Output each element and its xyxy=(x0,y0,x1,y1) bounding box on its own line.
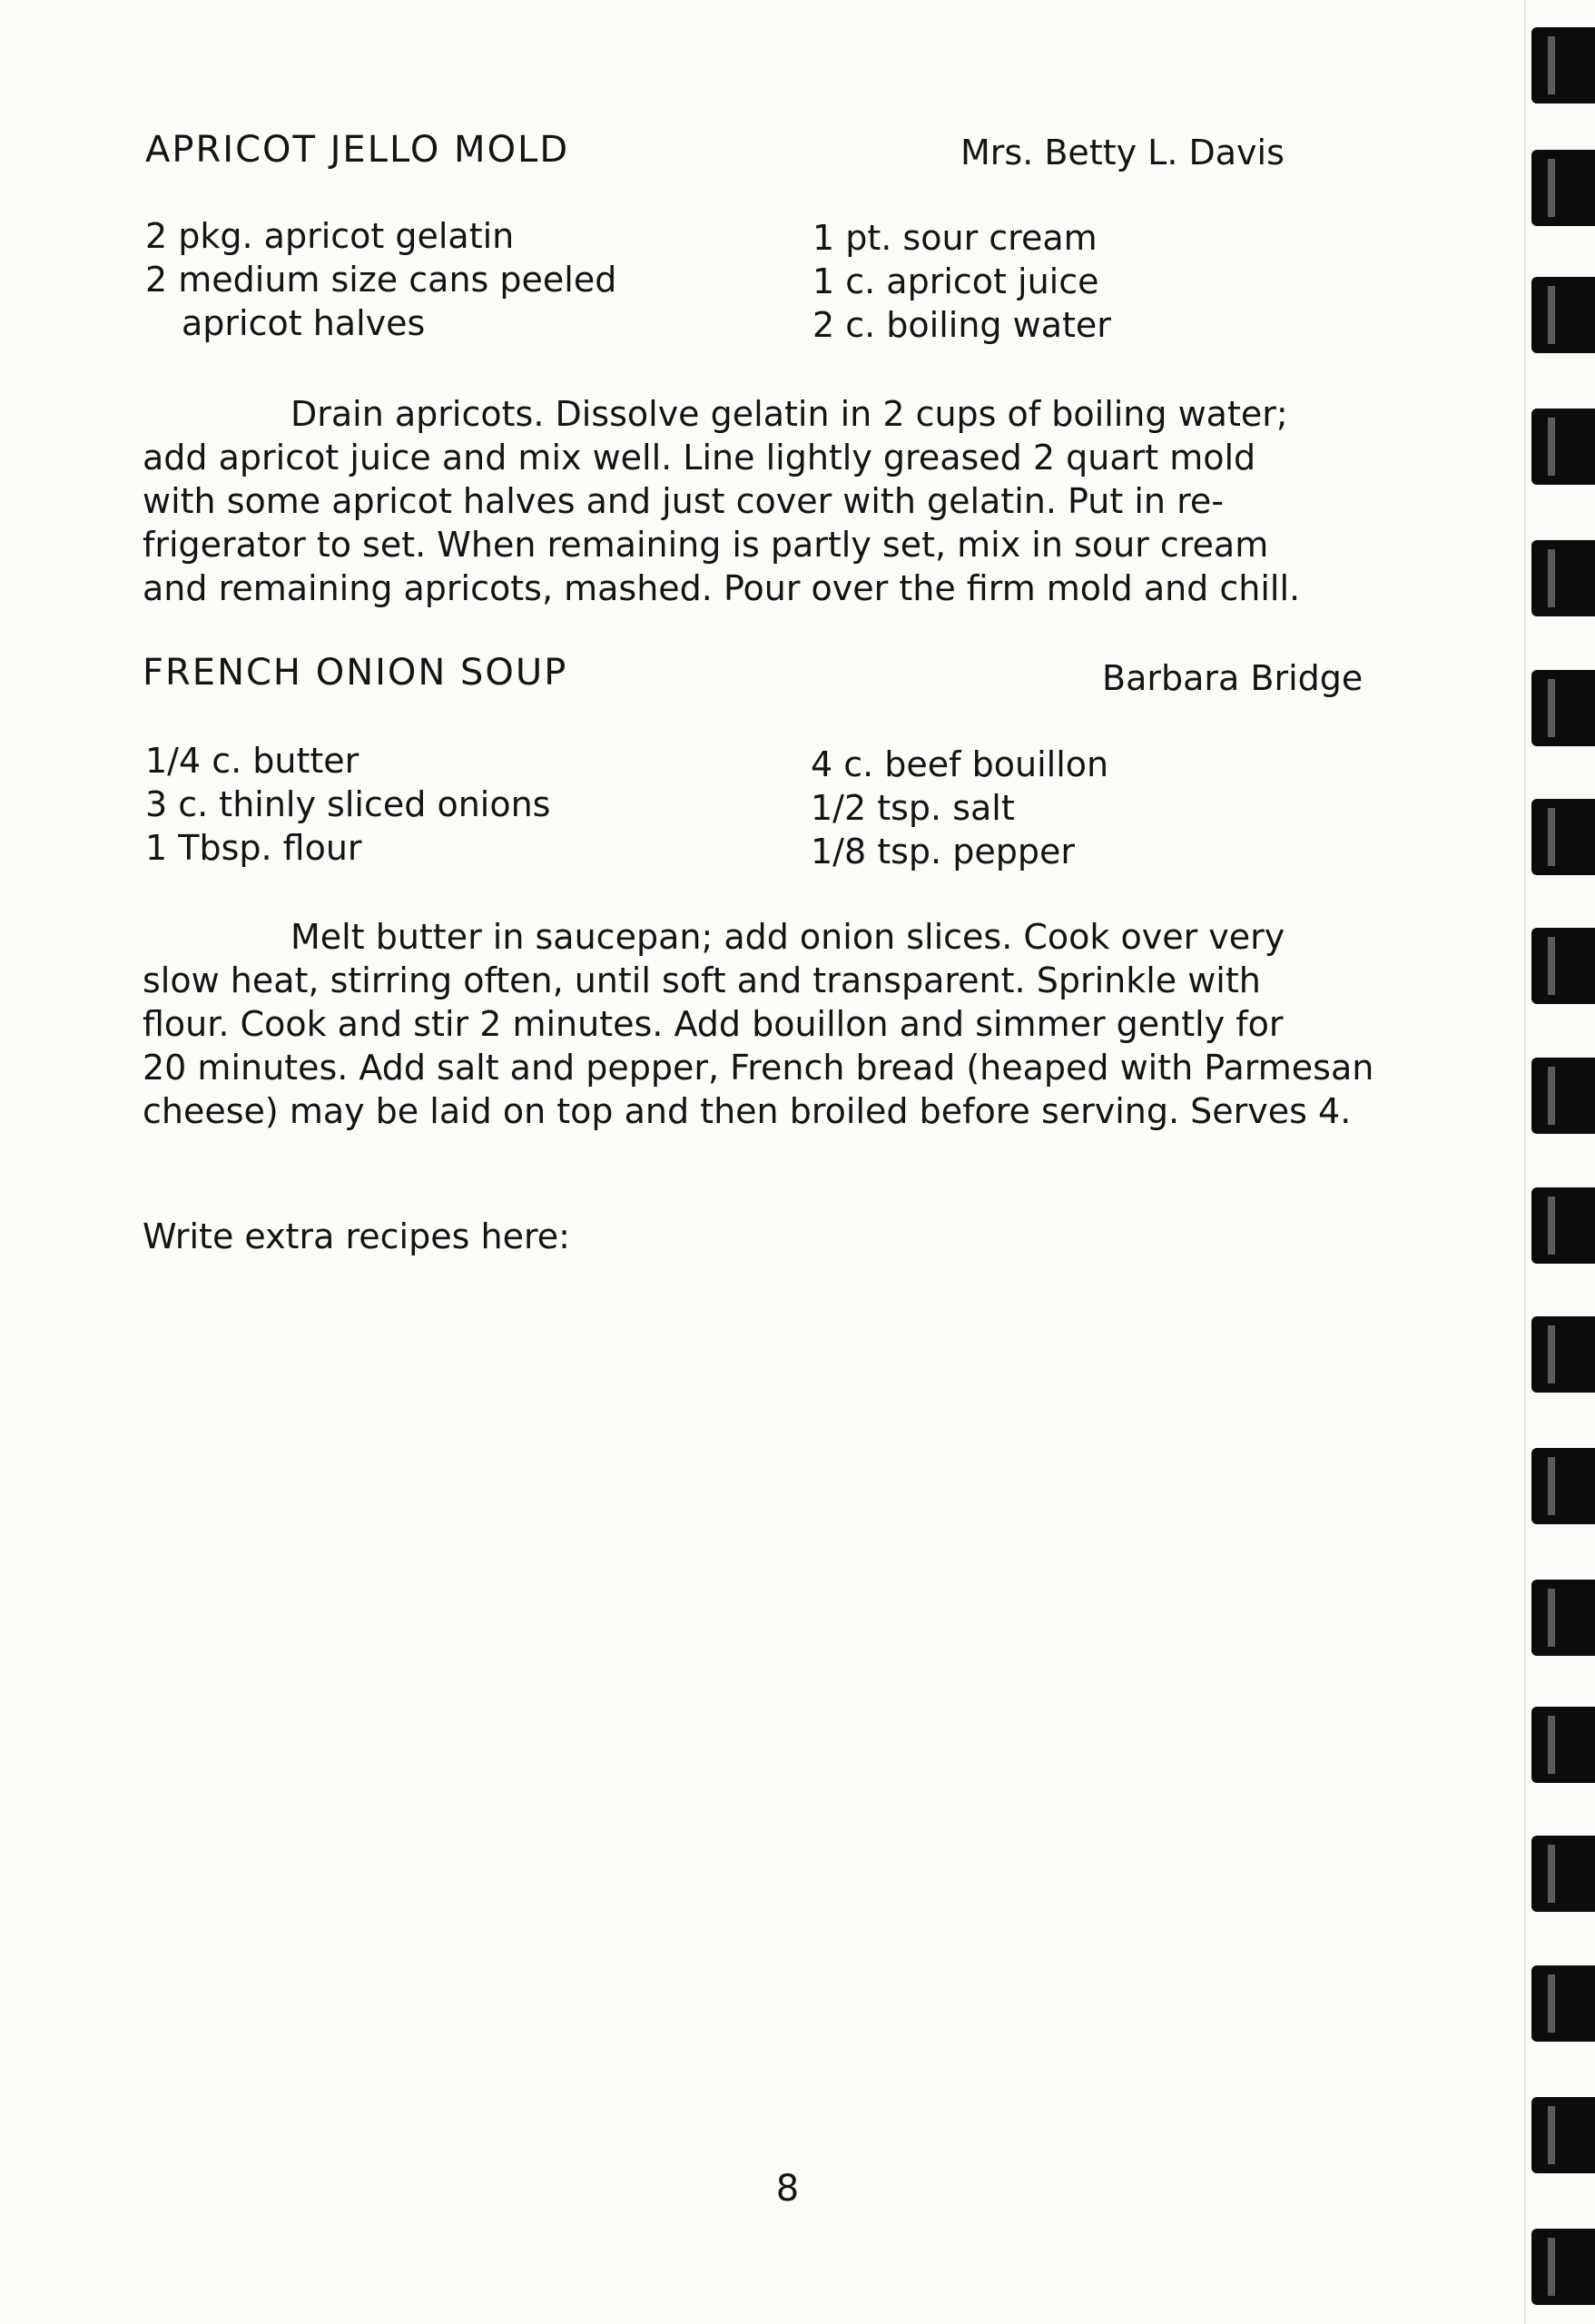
ingredient-line: 1 pt. sour cream xyxy=(812,218,1098,258)
direction-line: flour. Cook and stir 2 minutes. Add bouillon and simmer gently for xyxy=(143,1004,1284,1044)
direction-line: add apricot juice and mix well. Line lightly greased 2 quart mold xyxy=(143,438,1256,478)
ingredient-line: 1/4 c. butter xyxy=(145,741,359,781)
ingredients-right-apricot xyxy=(812,216,1111,347)
ingredient-line: apricot halves xyxy=(182,303,426,343)
direction-line: frigerator to set. When remaining is partly set, mix in sour cream xyxy=(143,525,1269,565)
spiral-binding xyxy=(1513,0,1595,2324)
binding-ring xyxy=(1531,1187,1595,1264)
binding-ring xyxy=(1531,799,1595,875)
ingredient-line: 1/8 tsp. pepper xyxy=(811,832,1075,872)
direction-line: and remaining apricots, mashed. Pour over the firm mold and chill. xyxy=(143,568,1301,608)
binding-ring xyxy=(1531,27,1595,103)
direction-line: Melt butter in saucepan; add onion slices. Cook over very xyxy=(290,917,1285,957)
ingredients-left-onion-soup xyxy=(145,739,550,870)
page-number: 8 xyxy=(775,2168,800,2210)
direction-line: Drain apricots. Dissolve gelatin in 2 cups of boiling water; xyxy=(290,394,1288,434)
binding-ring xyxy=(1531,670,1595,746)
directions-apricot xyxy=(143,392,1468,610)
ingredient-line: 3 c. thinly sliced onions xyxy=(145,784,551,824)
recipe-author-barbara-bridge: Barbara Bridge xyxy=(1102,658,1364,698)
ingredient-line: 1 Tbsp. flour xyxy=(145,828,362,868)
recipe-title-french-onion-soup: FRENCH ONION SOUP xyxy=(143,652,568,694)
binding-ring xyxy=(1531,1316,1595,1393)
directions-onion-soup xyxy=(143,915,1468,1133)
ingredient-line: 1 c. apricot juice xyxy=(812,261,1099,301)
binding-ring xyxy=(1531,1836,1595,1912)
direction-line: with some apricot halves and just cover with gelatin. Put in re- xyxy=(143,481,1224,521)
ingredient-line: 2 c. boiling water xyxy=(812,305,1111,345)
extra-recipes-prompt: Write extra recipes here: xyxy=(143,1216,570,1256)
binding-ring xyxy=(1531,1965,1595,2042)
recipe-author-betty-davis: Mrs. Betty L. Davis xyxy=(960,133,1285,172)
recipe-title-apricot-jello-mold: APRICOT JELLO MOLD xyxy=(145,129,570,171)
binding-ring xyxy=(1531,150,1595,226)
ingredients-right-onion-soup xyxy=(811,743,1108,873)
binding-ring xyxy=(1531,1058,1595,1134)
ingredient-line: 4 c. beef bouillon xyxy=(811,744,1109,784)
page-edge-line xyxy=(1524,0,1526,2324)
binding-ring xyxy=(1531,540,1595,616)
binding-ring xyxy=(1531,277,1595,353)
direction-line: cheese) may be laid on top and then broiled before serving. Serves 4. xyxy=(143,1091,1352,1131)
ingredient-line: 2 medium size cans peeled xyxy=(145,260,617,300)
binding-ring xyxy=(1531,1707,1595,1783)
binding-ring xyxy=(1531,2097,1595,2173)
ingredient-line: 2 pkg. apricot gelatin xyxy=(145,216,515,256)
binding-ring xyxy=(1531,1448,1595,1524)
binding-ring xyxy=(1531,928,1595,1004)
binding-ring xyxy=(1531,2229,1595,2305)
direction-line: 20 minutes. Add salt and pepper, French bread (heaped with Parmesan xyxy=(143,1048,1374,1088)
direction-line: slow heat, stirring often, until soft and transparent. Sprinkle with xyxy=(143,960,1261,1000)
ingredients-left-apricot xyxy=(145,214,616,345)
binding-ring xyxy=(1531,1580,1595,1656)
binding-ring xyxy=(1531,409,1595,485)
ingredient-line: 1/2 tsp. salt xyxy=(811,788,1015,828)
